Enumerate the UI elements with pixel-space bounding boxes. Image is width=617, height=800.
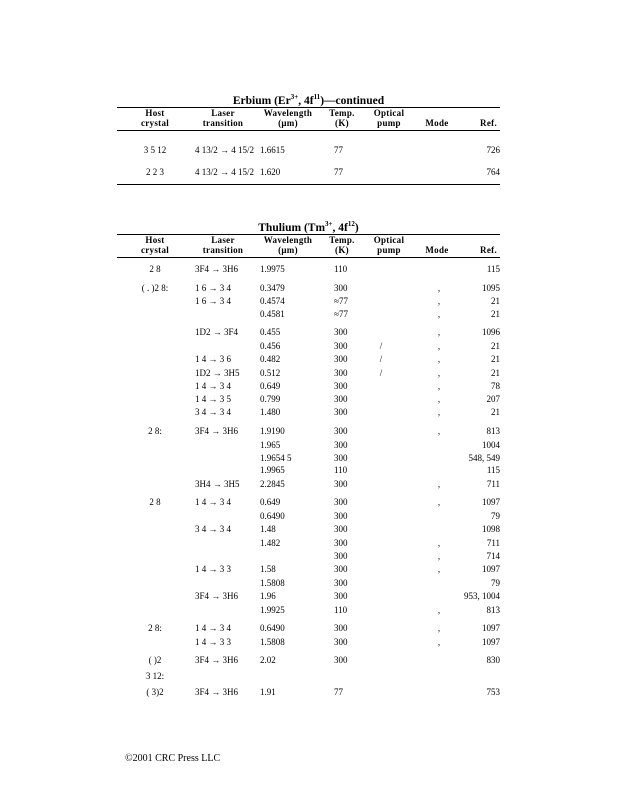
cell-mode: ,	[437, 551, 441, 561]
cell-host: 2 2 3	[146, 167, 164, 177]
cell-transition: 1 4 → 3 4	[195, 623, 231, 633]
cell-transition: 3 4 → 3 4	[195, 407, 231, 417]
cell-temp: ≈77	[334, 296, 348, 306]
cell-wavelength: 0.649	[260, 381, 281, 391]
cell-pump: /	[379, 354, 383, 364]
cell-host: 3 12:	[145, 671, 165, 681]
cell-temp: 110	[334, 605, 348, 615]
cell-mode: ,	[437, 296, 441, 306]
cell-temp: 300	[334, 591, 348, 601]
cell-temp: 300	[334, 637, 348, 647]
cell-host: ( . )2 8:	[141, 283, 169, 293]
cell-transition: 4 13/2 → 4 15/2	[195, 145, 255, 155]
cell-temp: 300	[334, 341, 348, 351]
cell-temp: 300	[334, 578, 348, 588]
cell-temp: 300	[334, 551, 348, 561]
erbium-table-title: Erbium ($Er^{3+}$, $4f^{11})—continued$	[232, 93, 385, 107]
cell-wavelength: 0.3479	[260, 283, 285, 293]
cell-ref: 753	[486, 687, 500, 697]
header-wavelength: Wavelength	[263, 108, 313, 118]
cell-mode: ,	[437, 283, 441, 293]
cell-ref: 79	[491, 578, 500, 588]
cell-temp: 300	[334, 511, 348, 521]
cell-temp: 300	[334, 497, 348, 507]
header-temp-unit: (K)	[335, 118, 349, 128]
cell-mode: ,	[437, 564, 441, 574]
cell-ref: 953, 1004	[464, 591, 500, 601]
header-wavelength: Wavelength	[263, 235, 313, 245]
cell-ref: 813	[486, 605, 500, 615]
cell-ref: 726	[486, 145, 500, 155]
cell-wavelength: 0.456	[260, 341, 281, 351]
cell-temp: 300	[334, 538, 348, 548]
cell-ref: 1097	[482, 564, 500, 574]
cell-transition: 1 4 → 3 5	[195, 394, 231, 404]
cell-temp: 300	[334, 327, 348, 337]
cell-ref: 79	[491, 511, 500, 521]
cell-wavelength: 1.9925	[260, 605, 285, 615]
header-host-2: crystal	[140, 118, 170, 128]
cell-ref: 21	[491, 341, 500, 351]
cell-transition: 1 4 → 3 4	[195, 497, 231, 507]
cell-mode: ,	[437, 637, 441, 647]
cell-temp: 300	[334, 426, 348, 436]
cell-ref: 1097	[482, 637, 500, 647]
cell-wavelength: 0.6490	[260, 623, 285, 633]
cell-transition: 3H4 → 3H5	[195, 479, 240, 489]
cell-ref: 21	[491, 407, 500, 417]
cell-wavelength: 1.9975	[260, 264, 285, 274]
cell-ref: 21	[491, 296, 500, 306]
cell-wavelength: 0.455	[260, 327, 281, 337]
cell-transition: 3F4 → 3H6	[195, 426, 239, 436]
cell-mode: ,	[437, 381, 441, 391]
cell-wavelength: 1.91	[260, 687, 276, 697]
cell-mode: ,	[437, 354, 441, 364]
cell-ref: 1098	[482, 524, 500, 534]
header-ref: Ref.	[480, 245, 497, 255]
header-host-2: crystal	[140, 245, 170, 255]
header-temp: Temp.	[329, 235, 355, 245]
cell-wavelength: 0.6490	[260, 511, 285, 521]
cell-wavelength: 1.5808	[260, 637, 285, 647]
cell-wavelength: 0.4574	[260, 296, 285, 306]
cell-mode: ,	[437, 309, 441, 319]
cell-wavelength: 1.9190	[260, 426, 285, 436]
cell-wavelength: 2.02	[260, 655, 276, 665]
cell-wavelength: 1.5808	[260, 578, 285, 588]
cell-transition: 3F4 → 3H6	[195, 264, 239, 274]
cell-wavelength: 1.6615	[260, 145, 285, 155]
cell-wavelength: 1.58	[260, 564, 276, 574]
cell-host: 2 8	[149, 264, 161, 274]
cell-ref: 21	[491, 354, 500, 364]
cell-ref: 764	[486, 167, 500, 177]
cell-transition: 1 4 → 3 3	[195, 637, 231, 647]
cell-wavelength: 0.512	[260, 368, 281, 378]
cell-pump: /	[379, 368, 383, 378]
cell-ref: 1096	[482, 327, 500, 337]
thulium-table-title: Thulium ($Tm^{3+}$, $4f^{12}$)	[258, 220, 359, 234]
cell-temp: 110	[334, 264, 348, 274]
cell-mode: ,	[437, 538, 441, 548]
cell-wavelength: 1.48	[260, 524, 276, 534]
cell-host: 2 8	[149, 497, 161, 507]
cell-temp: 300	[334, 453, 348, 463]
cell-wavelength: 1.965	[260, 440, 281, 450]
cell-mode: ,	[437, 605, 441, 615]
cell-ref: 1097	[482, 497, 500, 507]
cell-temp: 300	[334, 368, 348, 378]
cell-ref: 115	[486, 465, 500, 475]
cell-temp: 77	[334, 167, 343, 177]
cell-mode: ,	[437, 407, 441, 417]
cell-wavelength: 0.799	[260, 394, 281, 404]
cell-transition: 1 4 → 3 3	[195, 564, 231, 574]
cell-mode: ,	[437, 479, 441, 489]
cell-transition: 1 4 → 3 4	[195, 381, 231, 391]
cell-transition: 1D2 → 3F4	[195, 327, 239, 337]
cell-temp: 300	[334, 440, 348, 450]
header-pump: Optical	[373, 235, 405, 245]
header-pump-2: pump	[377, 118, 401, 128]
cell-temp: 300	[334, 479, 348, 489]
cell-temp: 110	[334, 465, 348, 475]
cell-ref: 711	[486, 538, 500, 548]
header-host: Host	[145, 108, 165, 118]
cell-ref: 1095	[482, 283, 500, 293]
cell-ref: 78	[491, 381, 500, 391]
cell-host: 2 8:	[148, 426, 162, 436]
cell-transition: 3F4 → 3H6	[195, 687, 239, 697]
cell-ref: 1004	[482, 440, 500, 450]
cell-ref: 207	[486, 394, 500, 404]
cell-transition: 1 6 → 3 4	[195, 296, 231, 306]
header-wavelength-unit: (μm)	[278, 245, 298, 255]
cell-temp: 300	[334, 407, 348, 417]
header-temp: Temp.	[329, 108, 355, 118]
cell-mode: ,	[437, 368, 441, 378]
thulium-header-rule	[117, 257, 500, 258]
cell-transition: 1D2 → 3H5	[195, 368, 240, 378]
cell-temp: 300	[334, 381, 348, 391]
cell-wavelength: 1.96	[260, 591, 276, 601]
header-pump-2: pump	[377, 245, 401, 255]
cell-temp: 300	[334, 283, 348, 293]
cell-wavelength: 0.482	[260, 354, 281, 364]
cell-transition: 1 4 → 3 6	[195, 354, 231, 364]
cell-temp: 300	[334, 655, 348, 665]
cell-transition: 4 13/2 → 4 15/2	[195, 167, 255, 177]
cell-temp: 300	[334, 394, 348, 404]
cell-mode: ,	[437, 341, 441, 351]
cell-temp: 77	[334, 145, 343, 155]
cell-ref: 21	[491, 368, 500, 378]
cell-temp: 77	[334, 687, 343, 697]
cell-host: ( 3)2	[146, 687, 164, 697]
cell-mode: ,	[437, 623, 441, 633]
header-ref: Ref.	[480, 118, 497, 128]
cell-wavelength: 1.9965	[260, 465, 285, 475]
cell-mode: ,	[437, 497, 441, 507]
cell-wavelength: 1.9654 5	[260, 453, 292, 463]
cell-wavelength: 1.482	[260, 538, 281, 548]
header-transition: Laser	[211, 108, 235, 118]
cell-transition: 1 6 → 3 4	[195, 283, 231, 293]
copyright-footer: ©2001 CRC Press LLC	[125, 753, 221, 764]
cell-wavelength: 0.4581	[260, 309, 285, 319]
erbium-bottom-rule	[117, 184, 500, 185]
cell-ref: 830	[486, 655, 500, 665]
header-transition-2: transition	[202, 245, 244, 255]
cell-ref: 548, 549	[468, 453, 500, 463]
cell-temp: 300	[334, 354, 348, 364]
cell-mode: ,	[437, 327, 441, 337]
cell-pump: /	[379, 341, 383, 351]
cell-temp: ≈77	[334, 309, 348, 319]
cell-wavelength: 1.620	[260, 167, 281, 177]
cell-wavelength: 1.480	[260, 407, 281, 417]
cell-transition: 3 4 → 3 4	[195, 524, 231, 534]
cell-ref: 714	[486, 551, 500, 561]
cell-host: 3 5 12	[143, 145, 167, 155]
cell-ref: 21	[491, 309, 500, 319]
cell-host: 2 8:	[148, 623, 162, 633]
cell-ref: 813	[486, 426, 500, 436]
header-temp-unit: (K)	[335, 245, 349, 255]
cell-transition: 3F4 → 3H6	[195, 655, 239, 665]
cell-transition: 3F4 → 3H6	[195, 591, 239, 601]
header-mode: Mode	[425, 245, 449, 255]
header-transition-2: transition	[202, 118, 244, 128]
erbium-header-rule	[117, 130, 500, 131]
cell-wavelength: 2.2845	[260, 479, 285, 489]
cell-ref: 711	[486, 479, 500, 489]
cell-temp: 300	[334, 564, 348, 574]
cell-mode: ,	[437, 394, 441, 404]
header-transition: Laser	[211, 235, 235, 245]
header-pump: Optical	[373, 108, 405, 118]
cell-temp: 300	[334, 623, 348, 633]
cell-wavelength: 0.649	[260, 497, 281, 507]
cell-ref: 1097	[482, 623, 500, 633]
header-wavelength-unit: (μm)	[278, 118, 298, 128]
cell-mode: ,	[437, 426, 441, 436]
cell-host: ( )2	[148, 655, 162, 665]
cell-ref: 115	[486, 264, 500, 274]
header-host: Host	[145, 235, 165, 245]
header-mode: Mode	[425, 118, 449, 128]
cell-temp: 300	[334, 524, 348, 534]
